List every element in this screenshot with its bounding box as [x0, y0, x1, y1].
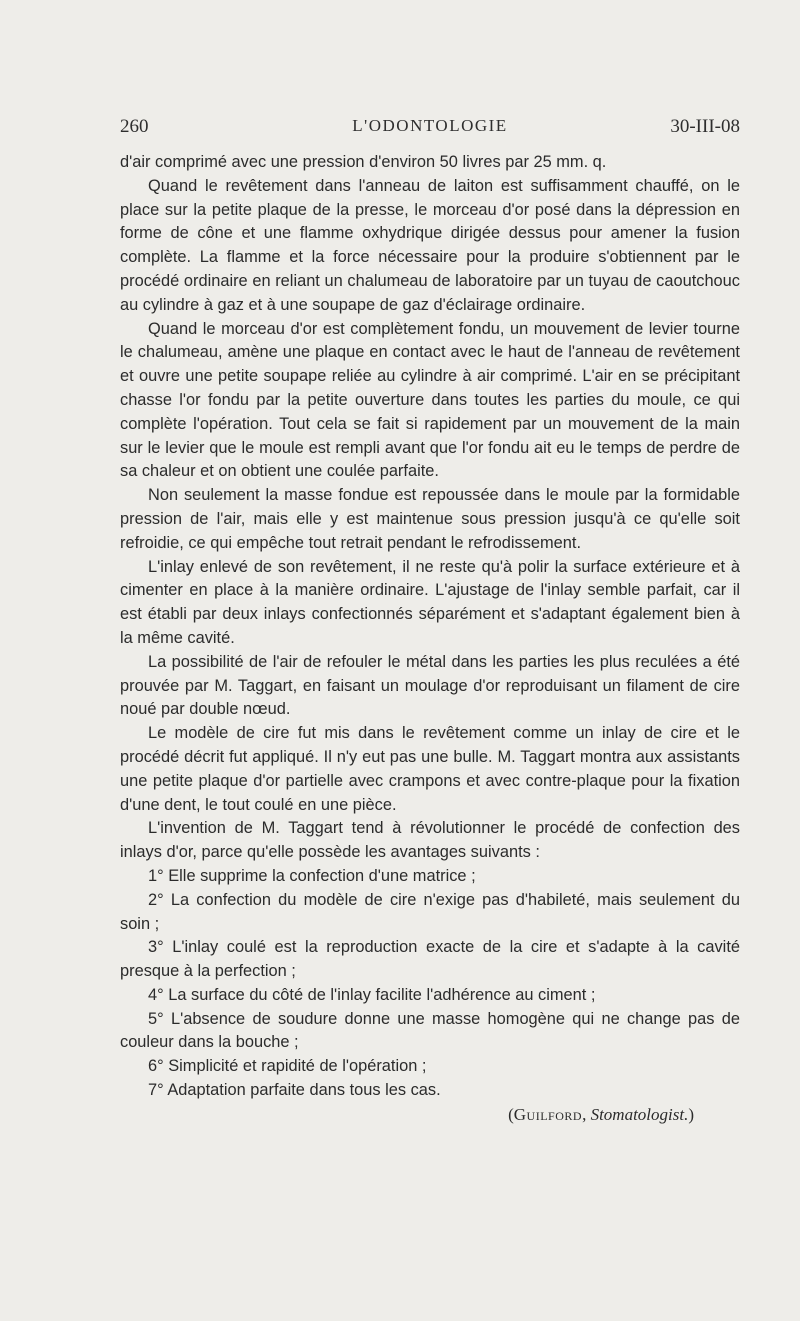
citation-author: Guilford: [513, 1104, 583, 1124]
running-header: [120, 116, 740, 140]
paragraph: La possibilité de l'air de refouler le métal dans les parties les plus reculées a été prouvée par M. Taggart, en faisant un moulage d'or reproduisant un filament de cire noué par double nœud.: [120, 652, 740, 719]
advantage-item-7: 7° Adaptation parfaite dans tous les cas.: [148, 1081, 441, 1100]
article-body: [120, 151, 740, 1127]
paragraph: Le modèle de cire fut mis dans le revêtement comme un inlay de cire et le procédé décrit fut appliqué. Il n'y eut pas une bulle. M. Taggart montra aux assistants une petite plaque d'or partielle avec crampons et avec contre-plaque pour la fixation d'une dent, le tout coulé en une pièce.: [120, 724, 740, 814]
journal-title: L'ODONTOLOGIE: [352, 116, 508, 135]
page-number: 260: [120, 116, 149, 137]
paragraph: L'invention de M. Taggart tend à révolutionner le procédé de confection des inlays d'or, parce qu'elle possède les avantages suivants :: [120, 819, 740, 862]
advantage-item-2: 2° La confection du modèle de cire n'exige pas d'habileté, mais seulement du soin ;: [120, 890, 740, 933]
citation-source: Stomatologist.: [590, 1104, 689, 1124]
paragraph: Non seulement la masse fondue est repoussée dans le moule par la formidable pression de l'air, mais elle y est maintenue sous pression jusqu'à ce qu'elle soit refroidie, ce qui empêche tout retrait pendant le refrodissement.: [120, 486, 740, 552]
advantage-item-1: 1° Elle supprime la confection d'une matrice ;: [148, 866, 476, 885]
paragraph: Quand le revêtement dans l'anneau de laiton est suffisamment chauffé, on le place sur la petite plaque de la presse, le morceau d'or posé dans la dépression en forme de cône et une flamme oxhydrique dirigée dessus pour amener la fusion complète. La flamme et la force nécessaire pour la produire s'obtiennent par le procédé ordinaire en reliant un chalumeau de laboratoire par un tuyau de caoutchouc au cylindre à gaz et à une soupape de gaz d'éclairage ordinaire.: [120, 176, 740, 314]
source-citation: (Guilford, Stomatologist.): [508, 1104, 694, 1124]
issue-date: 30-III-08: [670, 116, 740, 137]
paragraph-continued: d'air comprimé avec une pression d'environ 50 livres par 25 mm. q.: [120, 153, 607, 171]
advantage-item-4: 4° La surface du côté de l'inlay facilite l'adhérence au ciment ;: [148, 985, 596, 1004]
advantage-item-6: 6° Simplicité et rapidité de l'opération ;: [148, 1057, 427, 1076]
paragraph: Quand le morceau d'or est complètement fondu, un mouvement de levier tourne le chalumeau, amène une plaque en contact avec le haut de l'anneau de revêtement et ouvre une petite soupape reliée au cylindre à air comprimé. L'air en se précipitant chasse l'or fondu par la petite ouverture dans toutes les parties du moule, ce qui complète l'opération. Tout cela se fait si rapidement par un mouvement de la main sur le levier que le moule est rempli avant que l'or fondu ait eu le temps de perdre de sa chaleur et on obtient une coulée parfaite.: [120, 319, 740, 481]
advantage-item-5: 5° L'absence de soudure donne une masse homogène qui ne change pas de couleur dans la bouche ;: [120, 1009, 740, 1052]
paragraph: L'inlay enlevé de son revêtement, il ne reste qu'à polir la surface extérieure et à cimenter en place à la manière ordinaire. L'ajustage de l'inlay semble parfait, car il est établi par deux inlays confectionnés séparément et s'adaptant également bien à la même cavité.: [120, 557, 740, 647]
advantage-item-3: 3° L'inlay coulé est la reproduction exacte de la cire et s'adapte à la cavité presque à la perfection ;: [120, 938, 740, 981]
